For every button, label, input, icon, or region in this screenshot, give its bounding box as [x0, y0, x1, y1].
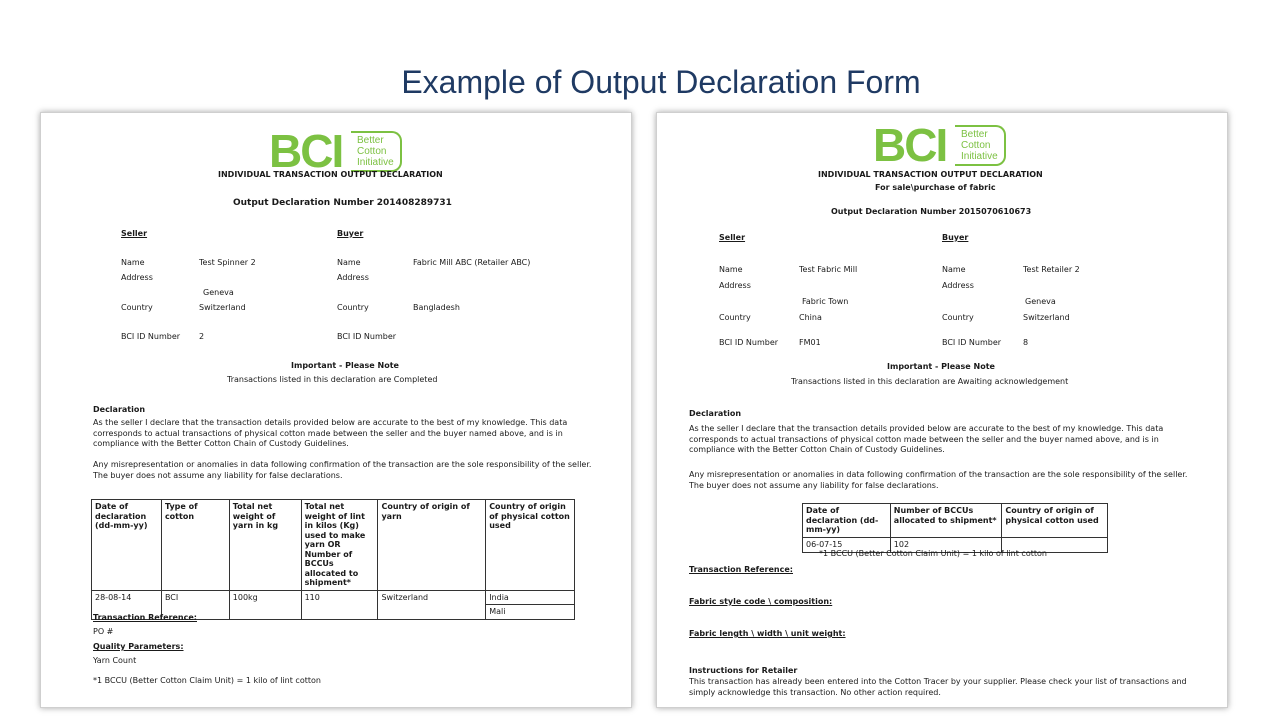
seller-heading: Seller	[719, 233, 746, 242]
seller-country: China	[799, 313, 822, 322]
po-number: PO #	[93, 627, 114, 636]
header-cell: Total net weight of lint in kilos (Kg) used to make yarn OR Number of BCCUs allocated to shipment*	[301, 500, 378, 591]
header-cell: Total net weight of yarn in kg	[229, 500, 301, 591]
fabric-length: Fabric length \ width \ unit weight:	[689, 629, 846, 638]
logo-line: Better	[961, 129, 988, 140]
buyer-name-label: Name	[337, 258, 361, 267]
logo-line: Cotton	[961, 140, 991, 151]
header-cell: Country of origin of physical cotton used	[1002, 504, 1108, 538]
declaration-page-completed	[40, 112, 632, 708]
buyer-country: Bangladesh	[413, 303, 460, 312]
cell-date: 06-07-15	[803, 537, 891, 552]
seller-id: FM01	[799, 338, 821, 347]
cell-date: 28-08-14	[92, 590, 162, 619]
instructions-title: Instructions for Retailer	[689, 666, 798, 675]
seller-name: Test Fabric Mill	[799, 265, 858, 274]
bci-logo-mark: BCI	[873, 119, 947, 171]
important-note: Important - Please Note	[291, 361, 399, 370]
logo-line: Initiative	[357, 157, 394, 168]
declaration-paragraph: Any misrepresentation or anomalies in data following confirmation of the transaction are the sole responsibility of the seller. The buyer does not assume any liability for false declarations.	[93, 460, 592, 480]
buyer-name: Test Retailer 2	[1023, 265, 1080, 274]
doc-heading: INDIVIDUAL TRANSACTION OUTPUT DECLARATION	[218, 170, 443, 179]
cell-yarn-weight: 100kg	[229, 590, 301, 619]
transaction-table	[802, 503, 1108, 553]
header-cell: Date of declaration (dd-mm-yy)	[803, 504, 891, 538]
yarn-count: Yarn Count	[93, 656, 137, 665]
instructions-text: This transaction has already been entered into the Cotton Tracer by your supplier. Please check your list of transactions and simply acknowledge this transaction. No other action required.	[689, 677, 1187, 697]
header-cell: Country of origin of yarn	[378, 500, 486, 591]
footnote: *1 BCCU (Better Cotton Claim Unit) = 1 kilo of lint cotton	[93, 676, 321, 685]
buyer-name-label: Name	[942, 265, 966, 274]
cell-bccus: 102	[890, 537, 1002, 552]
seller-address: Geneva	[203, 288, 234, 297]
buyer-address-label: Address	[337, 273, 369, 282]
status-text: Transactions listed in this declaration are Awaiting acknowledgement	[791, 377, 1069, 386]
seller-id-label: BCI ID Number	[719, 338, 779, 347]
slide-title: Example of Output Declaration Form	[401, 64, 921, 100]
header-cell: Type of cotton	[161, 500, 229, 591]
footnote: *1 BCCU (Better Cotton Claim Unit) = 1 kilo of lint cotton	[819, 549, 1047, 558]
bci-logo-text	[955, 125, 1006, 166]
declaration-number: Output Declaration Number 2015070610673	[831, 207, 1032, 216]
header-cell: Number of BCCUs allocated to shipment*	[890, 504, 1002, 538]
seller-address: Fabric Town	[802, 297, 849, 306]
seller-address-label: Address	[121, 273, 153, 282]
seller-country-label: Country	[121, 303, 153, 312]
table-header-row	[92, 500, 575, 591]
buyer-address: Geneva	[1025, 297, 1056, 306]
logo-line: Better	[357, 135, 384, 146]
declaration-title: Declaration	[93, 405, 146, 414]
buyer-heading: Buyer	[942, 233, 969, 242]
seller-name-label: Name	[121, 258, 145, 267]
seller-country: Switzerland	[199, 303, 246, 312]
buyer-country-label: Country	[942, 313, 974, 322]
seller-id: 2	[199, 332, 205, 341]
fabric-style: Fabric style code \ composition:	[689, 597, 833, 606]
declaration-title: Declaration	[689, 409, 742, 418]
buyer-country-label: Country	[337, 303, 369, 312]
doc-subheading: For sale\purchase of fabric	[875, 183, 996, 192]
important-note: Important - Please Note	[887, 362, 995, 371]
table-header-row	[803, 504, 1108, 538]
status-text: Transactions listed in this declaration are Completed	[227, 375, 438, 384]
cell-origin-cotton: India	[486, 590, 575, 605]
cell-origin-yarn: Switzerland	[378, 590, 486, 619]
seller-address-label: Address	[719, 281, 751, 290]
declaration-number: Output Declaration Number 201408289731	[233, 198, 452, 208]
buyer-id-label: BCI ID Number	[337, 332, 397, 341]
buyer-id-label: BCI ID Number	[942, 338, 1002, 347]
logo-line: Cotton	[357, 146, 387, 157]
seller-heading: Seller	[121, 229, 148, 238]
declaration-paragraph: Any misrepresentation or anomalies in data following confirmation of the transaction are the sole responsibility of the seller. The buyer does not assume any liability for false declarations.	[689, 470, 1188, 490]
buyer-name: Fabric Mill ABC (Retailer ABC)	[413, 258, 531, 267]
seller-name: Test Spinner 2	[199, 258, 256, 267]
seller-country-label: Country	[719, 313, 751, 322]
cell-type: BCI	[161, 590, 229, 619]
buyer-country: Switzerland	[1023, 313, 1070, 322]
declaration-page-awaiting	[656, 112, 1228, 708]
cell-origin-cotton: Mali	[486, 605, 575, 620]
bci-logo-text	[351, 131, 402, 172]
declaration-paragraph: As the seller I declare that the transaction details provided below are accurate to the best of my knowledge. This data corresponds to actual transactions of physical cotton made between the seller and the buyer named above, and is in compliance with the Better Cotton Chain of Custody Guidelines.	[689, 424, 1164, 454]
declaration-paragraph: As the seller I declare that the transaction details provided below are accurate to the best of my knowledge. This data corresponds to actual transactions of physical cotton made between the seller and the buyer named above, and is in compliance with the Better Cotton Chain of Custody Guidelines.	[93, 418, 568, 448]
doc-heading: INDIVIDUAL TRANSACTION OUTPUT DECLARATION	[818, 170, 1043, 179]
buyer-heading: Buyer	[337, 229, 364, 238]
seller-id-label: BCI ID Number	[121, 332, 181, 341]
buyer-id: 8	[1023, 338, 1029, 347]
header-cell: Date of declaration (dd-mm-yy)	[92, 500, 162, 591]
transaction-table	[91, 499, 575, 620]
buyer-address-label: Address	[942, 281, 974, 290]
transaction-reference: Transaction Reference:	[689, 565, 793, 574]
seller-name-label: Name	[719, 265, 743, 274]
transaction-reference: Transaction Reference:	[93, 613, 197, 622]
quality-parameters: Quality Parameters:	[93, 642, 184, 651]
bci-logo-mark: BCI	[269, 125, 343, 177]
cell-lint: 110	[301, 590, 378, 619]
header-cell: Country of origin of physical cotton used	[486, 500, 575, 591]
table-row	[92, 590, 575, 605]
logo-line: Initiative	[961, 151, 998, 162]
